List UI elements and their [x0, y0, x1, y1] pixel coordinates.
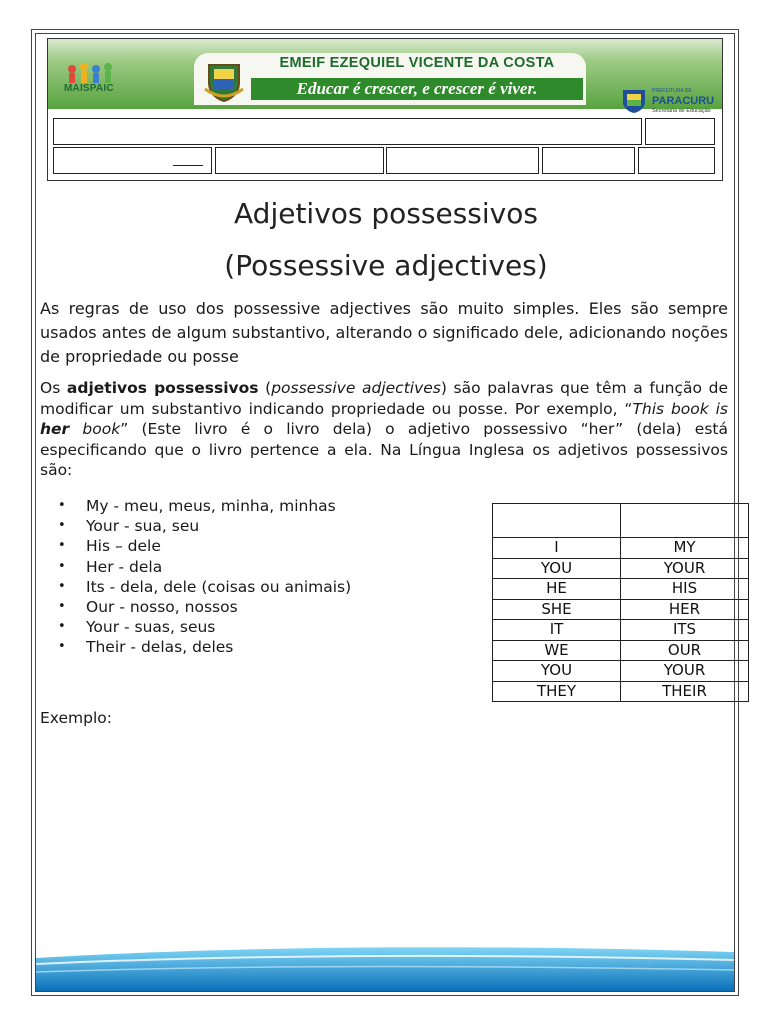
table-cell: MY — [621, 538, 749, 559]
field-5[interactable] — [638, 147, 715, 174]
prefeitura-logo-text — [652, 88, 715, 107]
table-cell: ITS — [621, 620, 749, 641]
page-title: Adjetivos possessivos — [234, 197, 538, 230]
intro-paragraph: As regras de uso dos possessive adjectives são muito simples. Eles são sempre usados antes de algum substantivo, alterando o significado dele, adicionando noções de propriedade ou posse — [40, 299, 728, 366]
table-cell: THEY — [493, 681, 621, 702]
list-item: • Our - nosso, nossos — [58, 597, 351, 617]
field-2[interactable] — [215, 147, 384, 174]
para-text: ( — [258, 379, 272, 397]
table-cell: HE — [493, 579, 621, 600]
field-1[interactable] — [53, 147, 212, 174]
table-cell: IT — [493, 620, 621, 641]
list-item: • His – dele — [58, 536, 351, 556]
school-motto: Educar é crescer, e crescer é viver. — [296, 79, 538, 98]
prefeitura-shield-icon — [620, 88, 648, 114]
table-cell: THEIR — [621, 681, 749, 702]
table-row — [493, 558, 749, 579]
para-bold: adjetivos possessivos — [66, 379, 259, 397]
adjective-list — [58, 496, 351, 658]
table-header-cell — [493, 504, 621, 538]
table-cell: I — [493, 538, 621, 559]
blank-line — [173, 165, 203, 166]
table-cell: YOU — [493, 558, 621, 579]
table-cell: HIS — [621, 579, 749, 600]
list-item: • Her - dela — [58, 557, 351, 577]
table-cell: OUR — [621, 640, 749, 661]
field-right-top[interactable] — [645, 118, 715, 145]
table-row — [493, 620, 749, 641]
table-header-row — [493, 504, 749, 538]
municipal-crest-icon — [203, 59, 245, 103]
footer-wave-decoration — [36, 938, 734, 991]
school-name: EMEIF EZEQUIEL VICENTE DA COSTA — [279, 55, 555, 71]
maispaic-logo-icon — [62, 61, 122, 101]
list-item: • Its - dela, dele (coisas ou animais) — [58, 577, 351, 597]
table-row — [493, 640, 749, 661]
para-italic: book — [69, 420, 121, 438]
maispaic-logo-text: MAISPAIC — [64, 83, 114, 94]
para-text: Os — [40, 379, 67, 397]
list-item: • Your - suas, seus — [58, 617, 351, 637]
para-italic: This book is — [632, 399, 728, 418]
prefeitura-subtitle: Secretaria de Educação — [652, 108, 711, 114]
para-italic: possessive adjectives — [271, 379, 441, 397]
page-subtitle: (Possessive adjectives) — [224, 249, 548, 282]
table-cell: HER — [621, 599, 749, 620]
table-row — [493, 661, 749, 682]
list-item: • Your - sua, seu — [58, 516, 351, 536]
field-4[interactable] — [542, 147, 635, 174]
pronoun-table — [492, 503, 749, 702]
table-row — [493, 579, 749, 600]
field-3[interactable] — [386, 147, 539, 174]
table-row — [493, 538, 749, 559]
table-header-cell — [621, 504, 749, 538]
table-row — [493, 681, 749, 702]
para-text: ” (Este livro é o livro dela) o adjetivo possessivo “her” (dela) está especificando que o livro pertence a ela. Na Língua Inglesa os adjetivos possessivos são: — [40, 420, 728, 479]
table-cell: WE — [493, 640, 621, 661]
prefeitura-name: PARACURU — [652, 95, 715, 107]
table-cell: YOU — [493, 661, 621, 682]
list-item: • My - meu, meus, minha, minhas — [58, 496, 351, 516]
table-cell: YOUR — [621, 558, 749, 579]
table-row — [493, 599, 749, 620]
example-label: Exemplo: — [40, 709, 112, 727]
list-item: • Their - delas, deles — [58, 637, 351, 657]
name-field[interactable] — [53, 118, 642, 145]
definition-paragraph — [40, 378, 728, 481]
para-bold-italic: her — [40, 420, 70, 438]
table-cell: SHE — [493, 599, 621, 620]
prefeitura-top-text: PREFEITURA DE — [652, 88, 692, 94]
table-cell: YOUR — [621, 661, 749, 682]
para-text: ) são palavras que têm a função de modificar um substantivo indicando propriedade ou posse. Por exemplo, “ — [40, 379, 728, 418]
